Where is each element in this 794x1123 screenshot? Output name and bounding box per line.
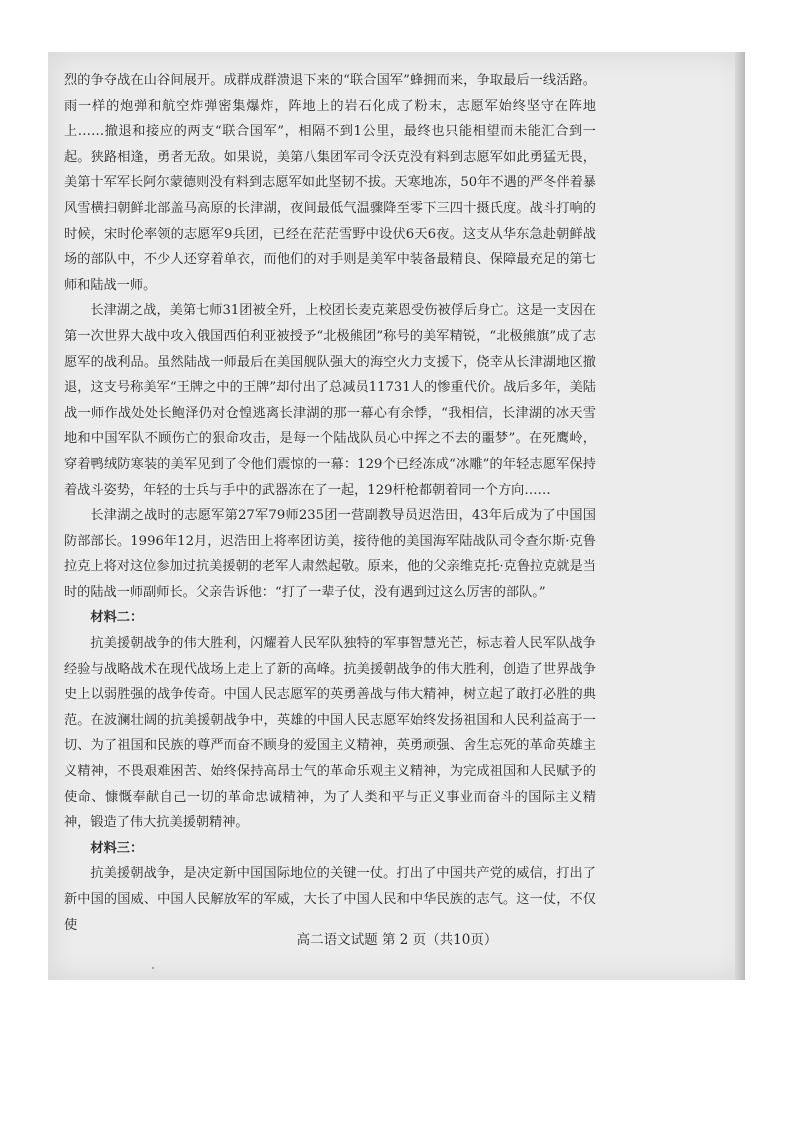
page-footer: 高二语文试题 第 2 页（共10页） [296, 932, 498, 948]
document-body [64, 68, 596, 938]
section-heading-material-3: 材料三： [90, 840, 144, 856]
paragraph-5: 抗美援朝战争，是决定新中国国际地位的关键一仗。打出了中国共产党的威信，打出了新中国的国威、中国人民解放军的军威，大长了中国人民和中华民族的志气。这一仗，不仅使 [64, 866, 596, 933]
paragraph-4: 抗美援朝战争的伟大胜利，闪耀着人民军队独特的军事智慧光芒，标志着人民军队战争经验与战略战术在现代战场上走上了新的高峰。抗美援朝战争的伟大胜利，创造了世界战争史上以弱胜强的战争传奇。中国人民志愿军的英勇善战与伟大精神，树立起了敢打必胜的典范。在波澜壮阔的抗美援朝战争中，英雄的中国人民志愿军始终发扬祖国和人民利益高于一切、为了祖国和民族的尊严而奋不顾身的爱国主义精神，英勇顽强、舍生忘死的革命英雄主义精神，不畏艰难困苦、始终保持高昂士气的革命乐观主义精神，为完成祖国和人民赋予的使命、慷慨奉献自己一切的革命忠诚精神，为了人类和平与正义事业而奋斗的国际主义精神，锻造了伟大抗美援朝精神。 [64, 636, 596, 831]
section-heading-material-2: 材料二： [90, 610, 144, 626]
paragraph-3: 长津湖之战时的志愿军第27军79师235团一营副教导员迟浩田，43年后成为了中国国防部部长。1996年12月，迟浩田上将率团访美，接待他的美国海军陆战队司令查尔斯·克鲁拉克上将对这位参加过抗美援朝的老军人肃然起敬。原来，他的父亲维克托·克鲁拉克就是当时的陆战一师副师长。父亲告诉他：“打了一辈子仗，没有遇到过这么厉害的部队。” [64, 508, 596, 600]
paragraph-2: 长津湖之战，美第七师31团被全歼，上校团长麦克莱恩受伤被俘后身亡。这是一支因在第一次世界大战中攻入俄国西伯利亚被授予“北极熊团”称号的美军精锐，“北极熊旗”成了志愿军的战利品。虽然陆战一师最后在美国舰队强大的海空火力支援下，侥幸从长津湖地区撤退，这支号称美军“王牌之中的王牌”却付出了总减员11731人的惨重代价。战后多年，美陆战一师作战处处长鲍泽仍对仓惶逃离长津湖的那一幕心有余悸，“我相信，长津湖的冰天雪地和中国军队不顾伤亡的狠命攻击，是每一个陆战队员心中挥之不去的噩梦”。在死鹰岭，穿着鸭绒防寒装的美军见到了令他们震惊的一幕：129个已经冻成“冰雕”的年轻志愿军保持着战斗姿势，年轻的士兵与手中的武器冻在了一起，129杆枪都朝着同一个方向…… [64, 303, 596, 498]
paragraph-1: 烈的争夺战在山谷间展开。成群成群溃退下来的“联合国军”蜂拥而来，争取最后一线活路。雨一样的炮弹和航空炸弹密集爆炸，阵地上的岩石化成了粉末，志愿军始终坚守在阵地上……撤退和接应的两支“联合国军”，相隔不到1公里，最终也只能相望而未能汇合到一起。狭路相逢，勇者无敌。如果说，美第八集团军司令沃克没有料到志愿军如此勇猛无畏，美第十军军长阿尔蒙德则没有料到志愿军如此坚韧不拔。天寒地冻，50年不遇的严冬伴着暴风雪横扫朝鲜北部盖马高原的长津湖，夜间最低气温骤降至零下三四十摄氏度。战斗打响的时候，宋时伦率领的志愿军9兵团，已经在茫茫雪野中设伏6天6夜。这支从华东急赴朝鲜战场的部队中，不少人还穿着单衣，而他们的对手则是美军中装备最精良、保障最充足的第七师和陆战一师。 [64, 73, 596, 293]
scan-speck [152, 967, 154, 969]
blank-margin [0, 980, 794, 1123]
scan-shadow-edge [735, 52, 745, 980]
